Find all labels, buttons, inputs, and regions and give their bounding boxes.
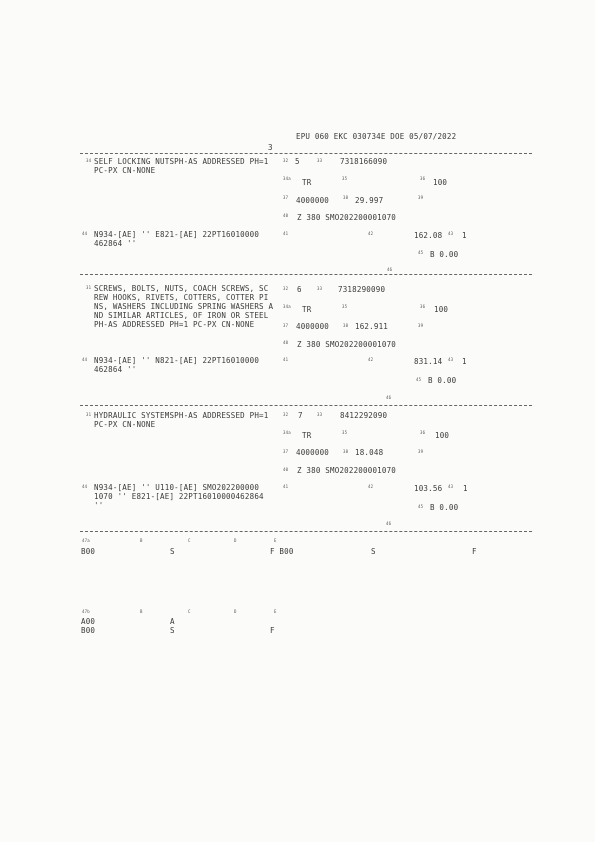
field-no-label: 31	[86, 285, 92, 290]
totals-column-label: C	[188, 609, 191, 614]
field-label: 38	[343, 323, 349, 328]
field-label: 40	[283, 467, 289, 472]
field-label: 42	[368, 484, 374, 489]
procedure-code: 4000000	[296, 196, 330, 205]
additional-info-line: 462864 ''	[94, 365, 137, 374]
origin-code: TR	[302, 178, 312, 187]
field-label: 43	[448, 484, 454, 489]
field-label: 46	[386, 521, 392, 526]
field-label: 46	[386, 395, 392, 400]
field-label: 42	[368, 357, 374, 362]
totals-value: A00	[81, 617, 96, 626]
divider	[80, 153, 532, 154]
field-label: 35	[342, 304, 348, 309]
totals-value: F	[270, 626, 275, 635]
item-description-line: PC-PX CN-NONE	[94, 420, 156, 429]
adjustment: B 0.00	[430, 503, 459, 512]
divider	[80, 531, 532, 532]
item-description-line: SCREWS, BOLTS, NUTS, COACH SCREWS, SC	[94, 284, 269, 293]
field-no-label: 34	[86, 158, 92, 163]
field-label: 35	[342, 430, 348, 435]
item-description-line: SELF LOCKING NUTSPH-AS ADDRESSED PH=1	[94, 157, 269, 166]
totals-value: B00	[81, 547, 96, 556]
field-label: 34a	[283, 304, 291, 309]
totals-column-label: E	[274, 609, 277, 614]
field-label: 42	[368, 231, 374, 236]
adjustment: B 0.00	[428, 376, 457, 385]
field-label: 33	[317, 412, 323, 417]
document-reference: EPU 060 EKC 030734E DOE 05/07/2022	[296, 132, 457, 141]
item-number: 5	[295, 157, 300, 166]
item-description-line: REW HOOKS, RIVETS, COTTERS, COTTER PI	[94, 293, 269, 302]
origin-code: TR	[302, 431, 312, 440]
valuation-method: 1	[462, 357, 467, 366]
field-label: 38	[343, 195, 349, 200]
preference-value: 100	[433, 178, 448, 187]
net-mass: 18.048	[355, 448, 384, 457]
item-description-line: ND SIMILAR ARTICLES, OF IRON OR STEEL	[94, 311, 269, 320]
procedure-code: 4000000	[296, 322, 330, 331]
page-number: 3	[268, 143, 273, 152]
net-mass: 29.997	[355, 196, 384, 205]
additional-info-line: 1070 '' E821-[AE] 22PT16010000462864	[94, 492, 264, 501]
field-no-label: 31	[86, 412, 92, 417]
additional-info-line: N934-[AE] '' N821-[AE] 22PT16010000	[94, 356, 260, 365]
field-label: 45	[418, 504, 424, 509]
field-label: 46	[387, 267, 393, 272]
totals-value: B00	[81, 626, 96, 635]
field-label: 36	[420, 430, 426, 435]
field-label: 43	[448, 357, 454, 362]
item-price: 103.56	[414, 484, 443, 493]
field-label: 36	[420, 304, 426, 309]
field-label: 45	[416, 377, 422, 382]
valuation-method: 1	[463, 484, 468, 493]
additional-info-line: 462864 ''	[94, 239, 137, 248]
totals-value: A	[170, 617, 175, 626]
field-label: 33	[317, 286, 323, 291]
field-label: 44	[82, 231, 88, 236]
totals-value: F B00	[270, 547, 294, 556]
field-label: 40	[283, 340, 289, 345]
field-label: 44	[82, 357, 88, 362]
totals-column-label: C	[188, 538, 191, 543]
additional-info-line: ''	[94, 501, 104, 510]
commodity-code: 8412292090	[340, 411, 388, 420]
commodity-code: 7318290090	[338, 285, 386, 294]
totals-value: S	[371, 547, 376, 556]
field-label: 40	[283, 213, 289, 218]
field-label: 36	[420, 176, 426, 181]
net-mass: 162.911	[355, 322, 389, 331]
additional-info-line: N934-[AE] '' E821-[AE] 22PT16010000	[94, 230, 260, 239]
field-label: 37	[283, 195, 289, 200]
totals-column-label: E	[274, 538, 277, 543]
origin-code: TR	[302, 305, 312, 314]
field-label: 32	[283, 412, 289, 417]
totals-column-label: B	[140, 609, 143, 614]
field-label: 39	[418, 195, 424, 200]
procedure-code: 4000000	[296, 448, 330, 457]
item-price: 831.14	[414, 357, 443, 366]
totals-column-label: D	[234, 609, 237, 614]
totals-value: F	[472, 547, 477, 556]
item-description-line: HYDRAULIC SYSTEMSPH-AS ADDRESSED PH=1	[94, 411, 269, 420]
field-label: 34a	[283, 176, 291, 181]
totals-column-label: 47b	[82, 609, 90, 614]
field-label: 41	[283, 231, 289, 236]
totals-value: S	[170, 626, 175, 635]
adjustment: B 0.00	[430, 250, 459, 259]
additional-info-line: N934-[AE] '' U110-[AE] SMO202200000	[94, 483, 260, 492]
totals-value: S	[170, 547, 175, 556]
field-label: 44	[82, 484, 88, 489]
field-label: 43	[448, 231, 454, 236]
field-label: 39	[418, 323, 424, 328]
field-label: 37	[283, 449, 289, 454]
field-label: 38	[343, 449, 349, 454]
field-label: 32	[283, 158, 289, 163]
item-price: 162.08	[414, 231, 443, 240]
field-label: 41	[283, 484, 289, 489]
item-number: 6	[297, 285, 302, 294]
field-label: 37	[283, 323, 289, 328]
valuation-method: 1	[462, 231, 467, 240]
commodity-code: 7318166090	[340, 157, 388, 166]
field-label: 33	[317, 158, 323, 163]
item-description-line: NS, WASHERS INCLUDING SPRING WASHERS A	[94, 302, 274, 311]
previous-document: Z 380 SMO202200001070	[297, 340, 397, 349]
previous-document: Z 380 SMO202200001070	[297, 213, 397, 222]
field-label: 32	[283, 286, 289, 291]
divider	[80, 274, 532, 275]
preference-value: 100	[434, 305, 449, 314]
field-label: 41	[283, 357, 289, 362]
totals-column-label: D	[234, 538, 237, 543]
totals-column-label: B	[140, 538, 143, 543]
item-description-line: PC-PX CN-NONE	[94, 166, 156, 175]
previous-document: Z 380 SMO202200001070	[297, 466, 397, 475]
item-number: 7	[298, 411, 303, 420]
divider	[80, 405, 532, 406]
field-label: 35	[342, 176, 348, 181]
field-label: 45	[418, 250, 424, 255]
item-description-line: PH-AS ADDRESSED PH=1 PC-PX CN-NONE	[94, 320, 255, 329]
totals-column-label: 47a	[82, 538, 90, 543]
field-label: 34a	[283, 430, 291, 435]
field-label: 39	[418, 449, 424, 454]
preference-value: 100	[435, 431, 450, 440]
